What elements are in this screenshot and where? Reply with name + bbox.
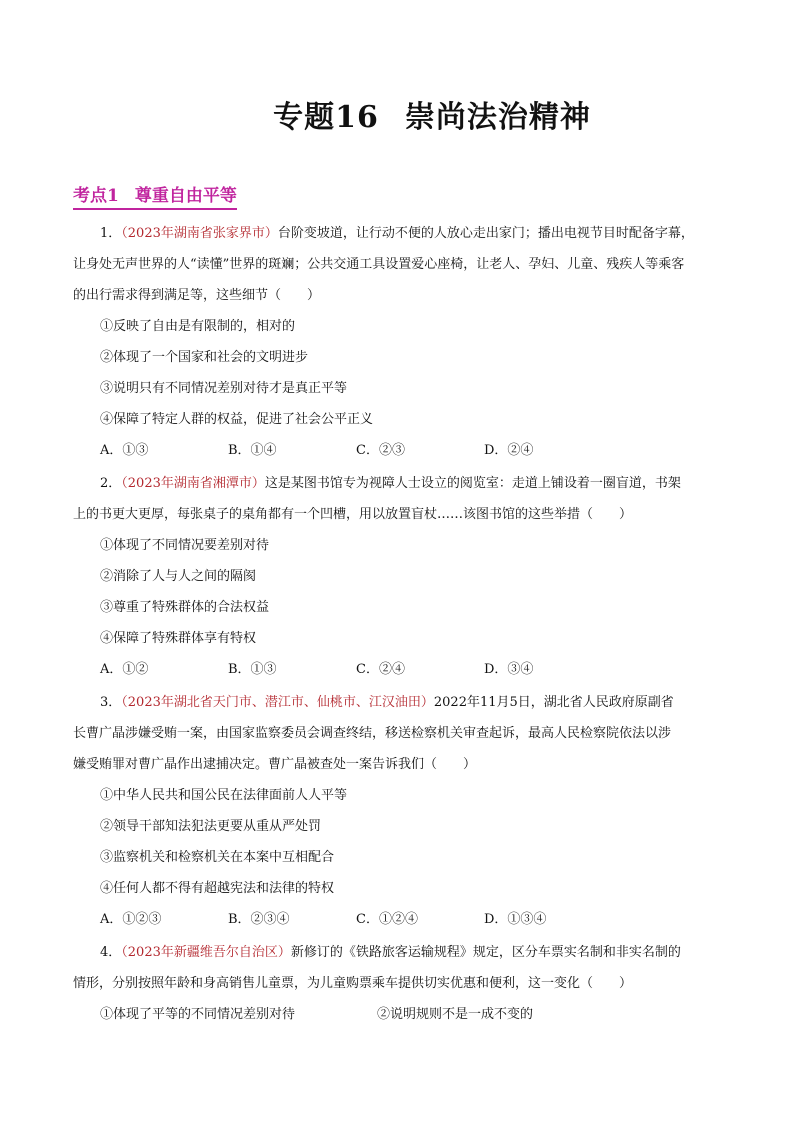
question-1-answers: A．①③ B．①④ C．②③ D．②④: [100, 443, 534, 458]
question-2-option-4: ④保障了特殊群体享有特权: [100, 631, 257, 646]
question-3-option-4: ④任何人都不得有超越宪法和法律的特权: [100, 881, 335, 896]
question-3-option-1: ①中华人民共和国公民在法律面前人人平等: [100, 788, 348, 803]
question-1-line-1: 1．（2023年湖南省张家界市）台阶变坡道，让行动不便的人放心走出家门；播出电视节目时配备字幕，: [100, 226, 694, 241]
question-2-option-3: ③尊重了特殊群体的合法权益: [100, 600, 270, 615]
question-1-option-3: ③说明只有不同情况差别对待才是真正平等: [100, 381, 348, 396]
question-2-option-1: ①体现了不同情况要差别对待: [100, 538, 270, 553]
section-heading: [73, 185, 237, 210]
title-sub: 崇尚法治精神: [404, 100, 591, 135]
page-title: [0, 92, 794, 136]
question-3-line-3: 嫌受贿罪对曹广晶作出逮捕决定。曹广晶被查处一案告诉我们（ ）: [73, 757, 477, 772]
section-number: 考点1: [73, 186, 119, 206]
question-3-answers: A．①②③ B．②③④ C．①②④ D．①③④: [100, 912, 547, 927]
question-1-line-2: 让身处无声世界的人“读懂”世界的斑斓；公共交通工具设置爱心座椅，让老人、孕妇、儿童、残疾人等乘客: [73, 257, 685, 272]
question-2-line-1: 2．（2023年湖南省湘潭市）这是某图书馆专为视障人士设立的阅览室：走道上铺设着一圈盲道，书架: [100, 476, 681, 491]
question-3-option-2: ②领导干部知法犯法更要从重从严处罚: [100, 819, 322, 834]
question-2-line-2: 上的书更大更厚，每张桌子的桌角都有一个凹槽，用以放置盲杖……该图书馆的这些举措（ ）: [73, 507, 633, 522]
question-2-option-2: ②消除了人与人之间的隔阂: [100, 569, 257, 584]
question-source: （2023年湖北省天门市、潜江市、仙桃市、江汉油田）: [121, 695, 434, 710]
question-3-line-1: 3．（2023年湖北省天门市、潜江市、仙桃市、江汉油田）2022年11月5日，湖北省人民政府原副省: [100, 695, 674, 710]
question-source: （2023年湖南省张家界市）: [121, 226, 278, 241]
section-name: 尊重自由平等: [134, 186, 237, 206]
question-4-options-row: [100, 1006, 750, 1024]
question-source: （2023年湖南省湘潭市）: [121, 476, 265, 491]
question-1-line-3: 的出行需求得到满足等，这些细节（ ）: [73, 288, 321, 303]
question-1-option-4: ④保障了特定人群的权益，促进了社会公平正义: [100, 412, 374, 427]
question-source: （2023年新疆维吾尔自治区）: [121, 945, 291, 960]
question-4-option-1: ①体现了平等的不同情况差别对待: [100, 1007, 296, 1022]
question-1-option-1: ①反映了自由是有限制的，相对的: [100, 319, 296, 334]
question-4-line-1: 4．（2023年新疆维吾尔自治区）新修订的《铁路旅客运输规程》规定，区分车票实名制和非实名制的: [100, 945, 681, 960]
title-main: 专题16: [273, 100, 379, 135]
question-1-option-2: ②体现了一个国家和社会的文明进步: [100, 350, 309, 365]
question-3-line-2: 长曹广晶涉嫌受贿一案，由国家监察委员会调查终结，移送检察机关审查起诉，最高人民检察院依法以涉: [73, 726, 672, 741]
question-4-line-2: 情形，分别按照年龄和身高销售儿童票，为儿童购票乘车提供切实优惠和便利，这一变化（ ）: [73, 976, 633, 991]
question-4-option-2: ②说明规则不是一成不变的: [377, 1007, 534, 1022]
question-2-answers: A．①② B．①③ C．②④ D．③④: [100, 662, 534, 677]
question-3-option-3: ③监察机关和检察机关在本案中互相配合: [100, 850, 335, 865]
